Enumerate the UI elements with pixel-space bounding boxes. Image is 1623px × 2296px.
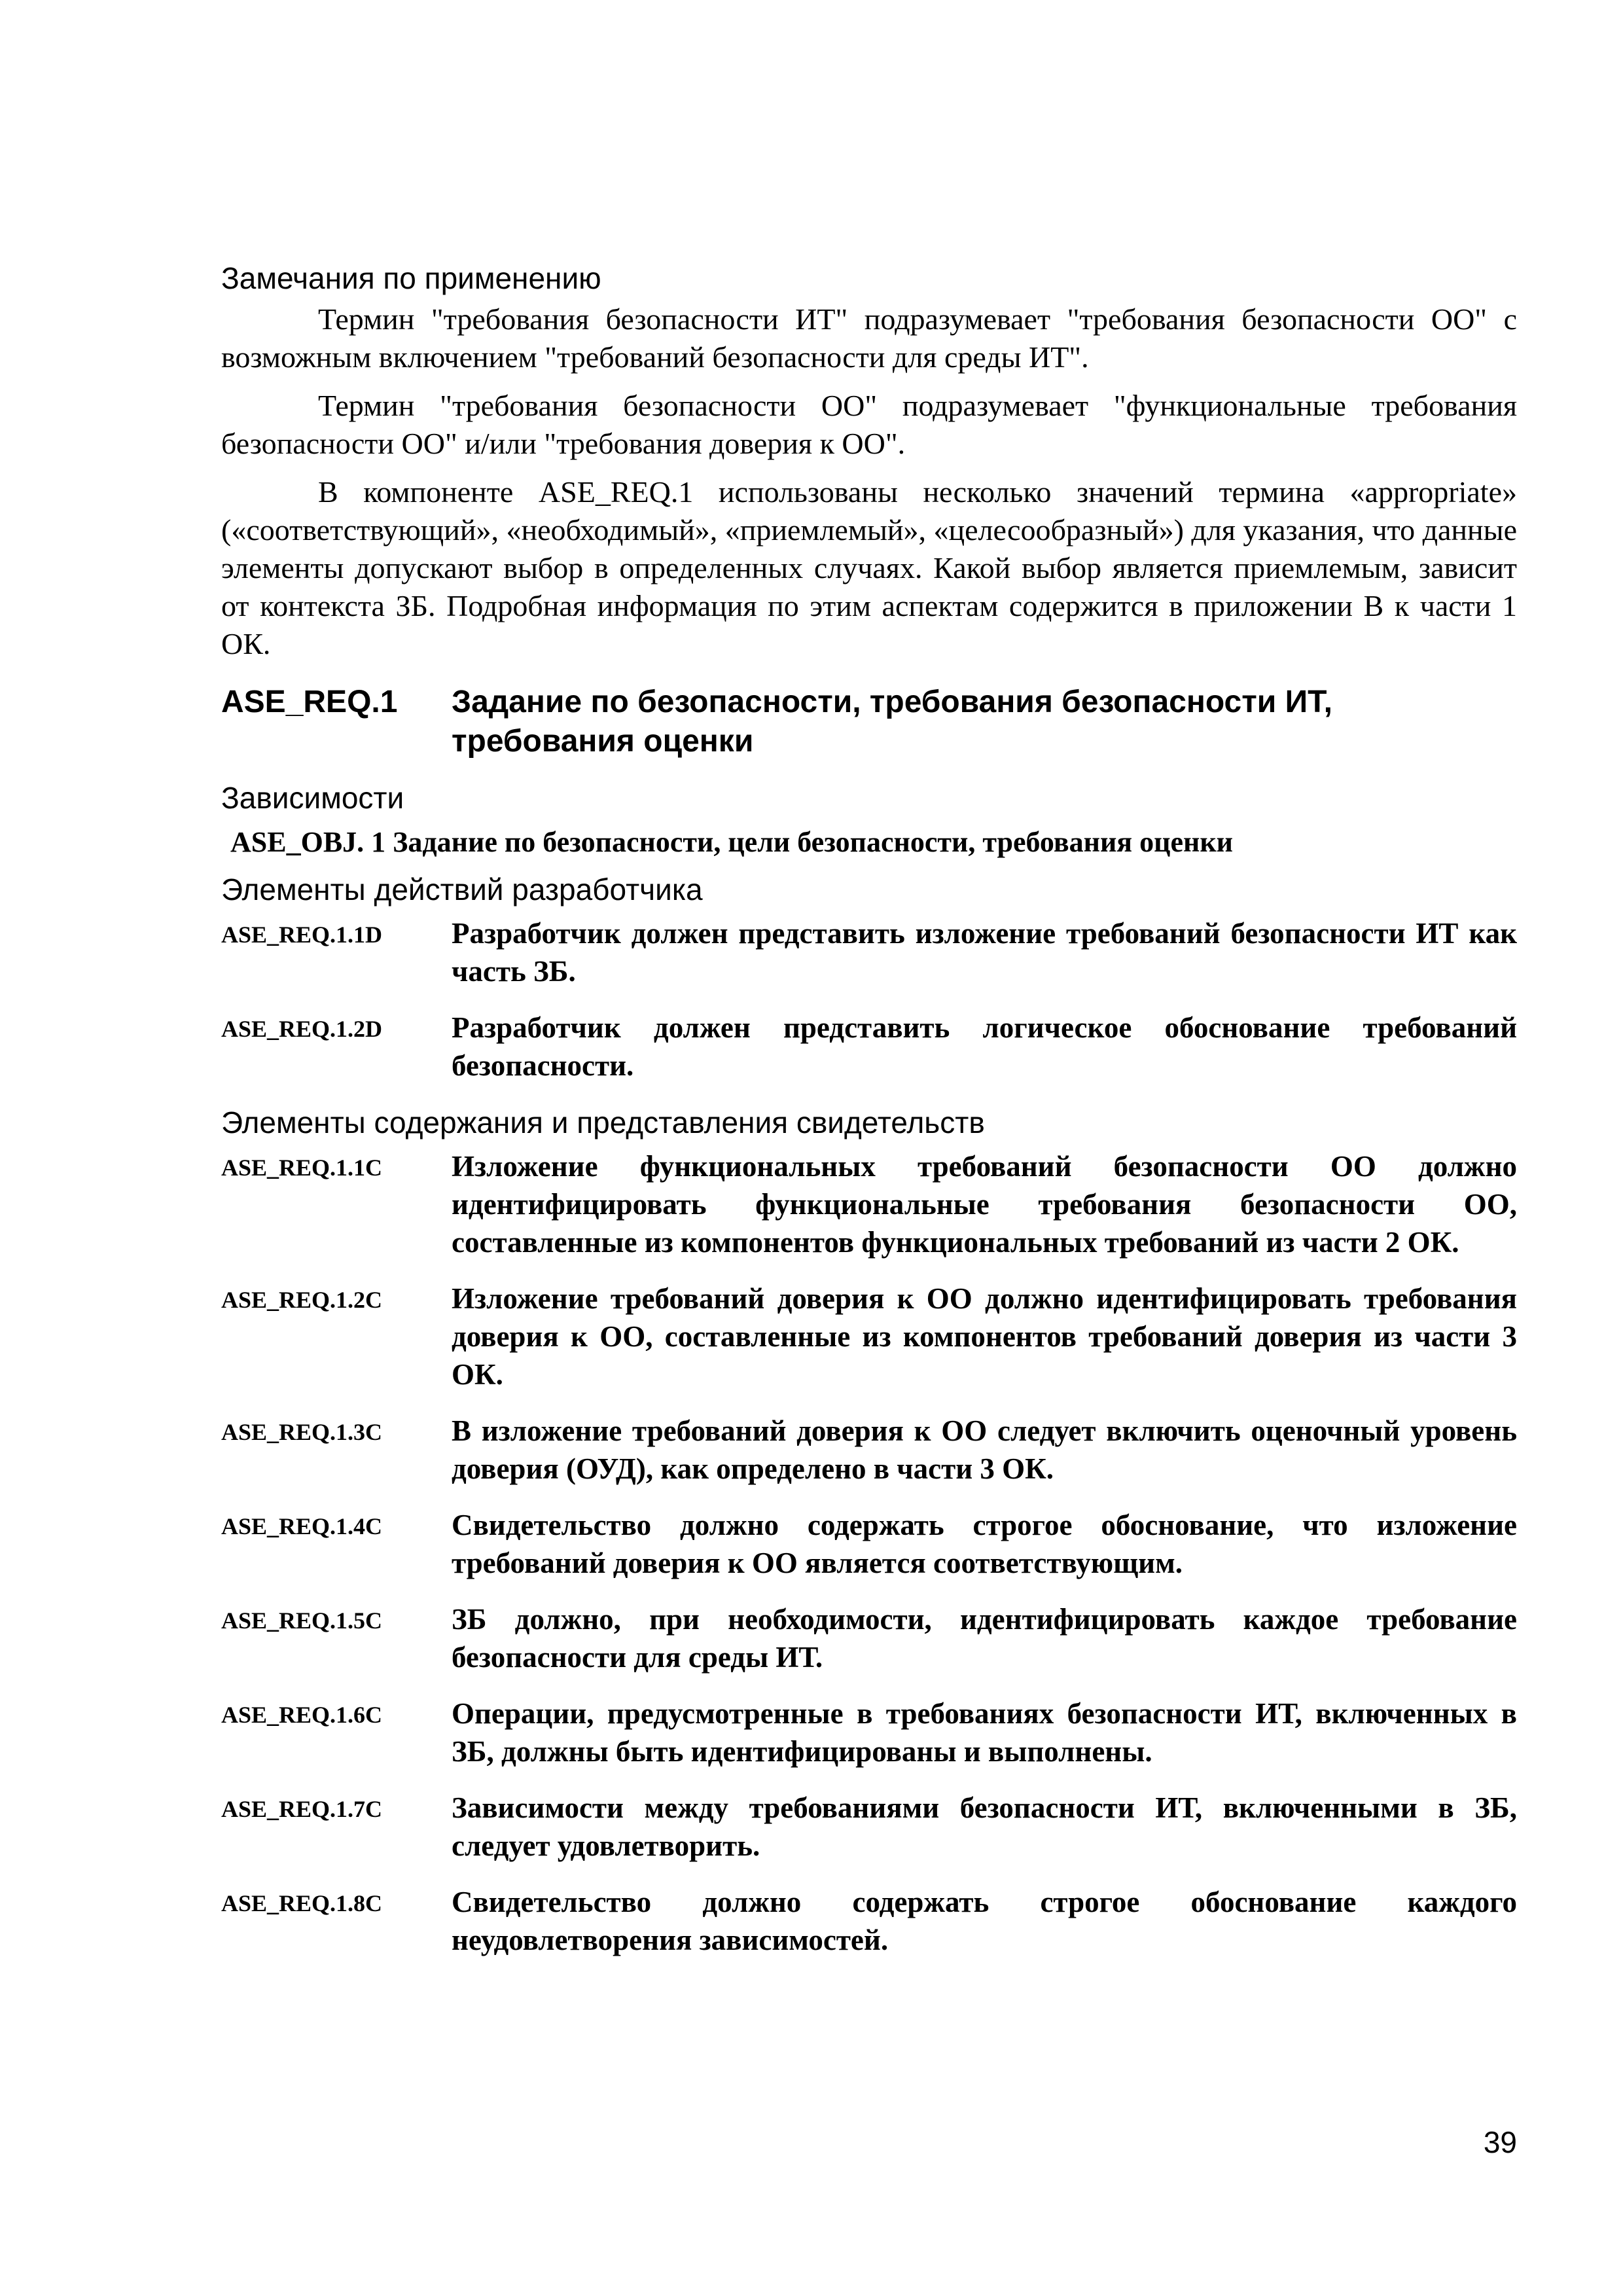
element-id: ASE_REQ.1.3C	[221, 1419, 383, 1445]
application-notes-heading: Замечания по применению	[221, 261, 601, 295]
notes-paragraph-1: Термин "требования безопасности ИТ" подразумевает "требования безопасности ОО" с возможным включением "требований безопасности для среды ИТ".	[221, 302, 1517, 374]
element-id: ASE_REQ.1.1D	[221, 922, 383, 948]
developer-actions-heading: Элементы действий разработчика	[221, 872, 703, 906]
content-element-row	[221, 1412, 1517, 1488]
document-page	[221, 259, 1517, 1977]
developer-action-row	[221, 1009, 1517, 1085]
content-element-row	[221, 1506, 1517, 1582]
element-text: ЗБ должно, при необходимости, идентифицировать каждое требование безопасности для среды ИТ.	[452, 1603, 1517, 1674]
element-text: Операции, предусмотренные в требованиях безопасности ИТ, включенных в ЗБ, должны быть идентифицированы и выполнены.	[452, 1697, 1517, 1768]
dependencies-heading: Зависимости	[221, 781, 404, 815]
element-text: Свидетельство должно содержать строгое обоснование, что изложение требований доверия к ОО является соответствующим.	[452, 1509, 1517, 1579]
notes-paragraph-2: Термин "требования безопасности ОО" подразумевает "функциональные требования безопасности ОО" и/или "требования доверия к ОО".	[221, 389, 1517, 460]
section-title: Задание по безопасности, требования безопасности ИТ, требования оценки	[452, 685, 1332, 759]
element-text: Зависимости между требованиями безопасности ИТ, включенными в ЗБ, следует удовлетворить.	[452, 1791, 1517, 1862]
element-text: Разработчик должен представить логическое обоснование требований безопасности.	[452, 1011, 1517, 1082]
content-element-row	[221, 1600, 1517, 1676]
element-id: ASE_REQ.1.7C	[221, 1796, 383, 1822]
element-text: Разработчик должен представить изложение требований безопасности ИТ как часть ЗБ.	[452, 917, 1517, 988]
notes-paragraph-3: В компоненте ASE_REQ.1 использованы несколько значений термина «apprоpriate» («соответствующий», «необходимый», «приемлемый», «целесообразный») для указания, что данные элементы допускают выбор в определенных случаях. Какой выбор является приемлемым, зависит от контекста ЗБ. Подробная информация по этим аспектам содержится в приложении В к части 1 ОК.	[221, 475, 1517, 660]
element-id: ASE_REQ.1.6C	[221, 1702, 383, 1728]
element-id: ASE_REQ.1.4C	[221, 1513, 383, 1539]
element-id: ASE_REQ.1.1C	[221, 1155, 383, 1181]
section-id: ASE_REQ.1	[221, 685, 398, 719]
element-text: Изложение функциональных требований безопасности ОО должно идентифицировать функциональные требования безопасности ОО, составленные из компонентов функциональных требований из части 2 ОК.	[452, 1150, 1517, 1259]
content-elements-heading: Элементы содержания и представления свидетельств	[221, 1105, 985, 1139]
element-id: ASE_REQ.1.5C	[221, 1607, 383, 1634]
dependency-item: ASE_OBJ. 1 Задание по безопасности, цели безопасности, требования оценки	[230, 826, 1234, 858]
page-number: 39	[1483, 2125, 1517, 2159]
element-text: Изложение требований доверия к ОО должно идентифицировать требования доверия к ОО, составленные из компонентов требований доверия из части 3 ОК.	[452, 1282, 1517, 1391]
element-text: Свидетельство должно содержать строгое обоснование каждого неудовлетворения зависимостей.	[452, 1886, 1517, 1956]
content-element-row	[221, 1789, 1517, 1865]
content-element-row	[221, 1695, 1517, 1770]
element-id: ASE_REQ.1.8C	[221, 1890, 383, 1916]
section-heading	[221, 683, 1517, 761]
element-text: В изложение требований доверия к ОО следует включить оценочный уровень доверия (ОУД), как определено в части 3 ОК.	[452, 1414, 1517, 1485]
content-element-row	[221, 1147, 1517, 1261]
developer-action-row	[221, 914, 1517, 990]
element-id: ASE_REQ.1.2C	[221, 1287, 383, 1313]
element-id: ASE_REQ.1.2D	[221, 1016, 383, 1042]
content-element-row	[221, 1883, 1517, 1959]
content-element-row	[221, 1280, 1517, 1393]
